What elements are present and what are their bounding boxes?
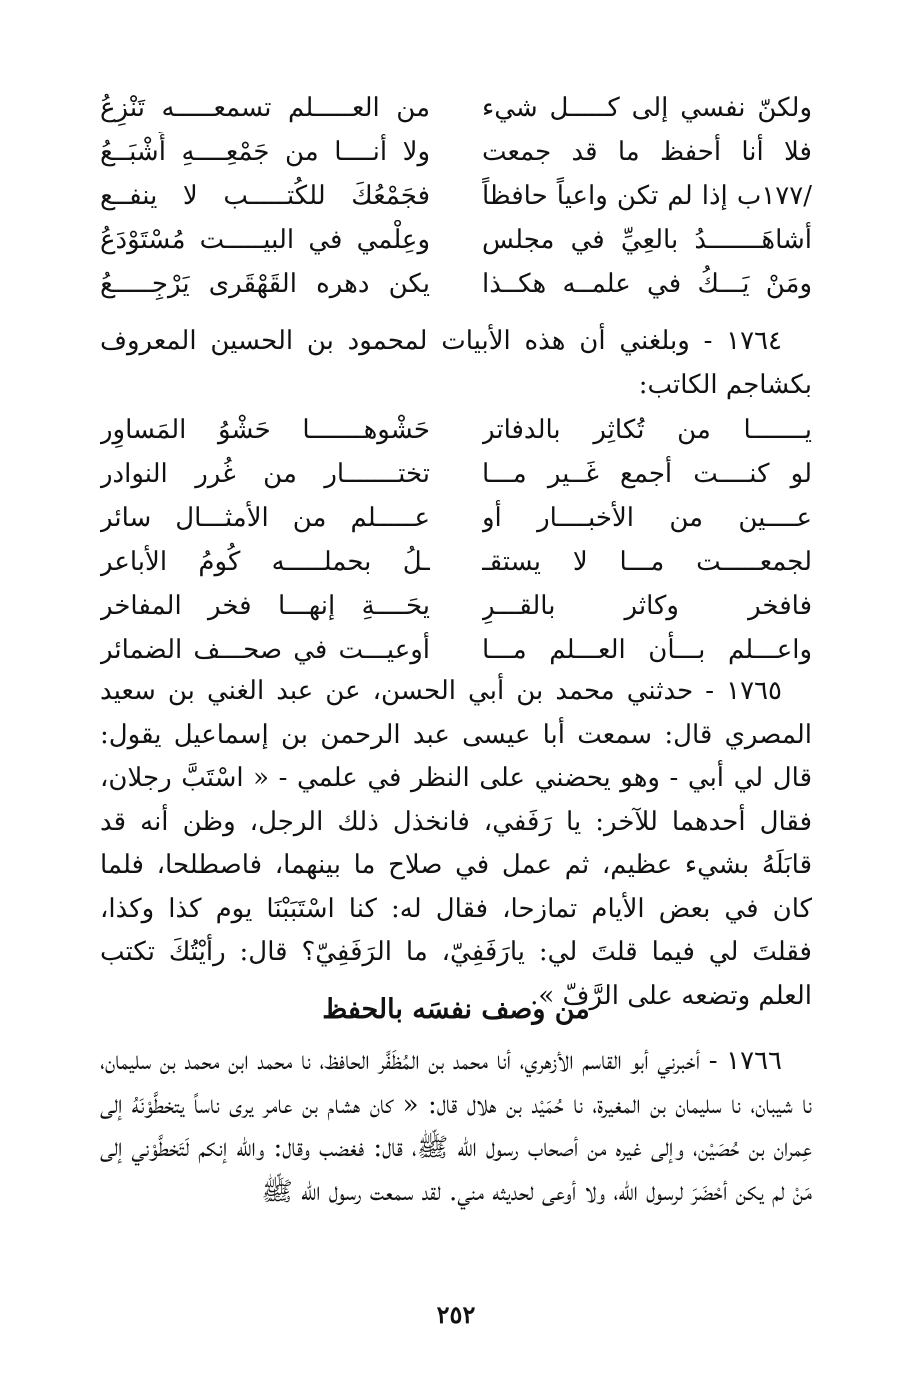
verse — [100, 262, 812, 306]
verse — [100, 540, 812, 584]
verse-first-half: /١٧٧ب إذا لم تكن واعياً حافظاً — [482, 181, 812, 211]
verse-first-half: يـــــــا من تُكاثِر بالدفاتر — [482, 415, 812, 445]
poem-2 — [100, 408, 812, 672]
verse-first-half: ولكنّ نفسي إلى كـــــل شيء — [482, 93, 812, 123]
verse-second-half: وعِلْمي في البيـــــت مُسْتَوْدَعُ — [100, 225, 430, 255]
paragraph-text: ١٧٦٥ - حدثني محمد بن أبي الحسن، عن عبد الغني بن سعيد المصري قال: سمعت أبا عيسى عبد الرحمن بن إسماعيل يقول: قال لي أبي - وهو يحضني على النظر في علمي - « اسْتَبَّ رجلان، فقال أحدهما للآخر: يا رَفَفي، فانخذل ذلك الرجل، وظن أنه قد قابَلَهُ بشيء عظيم، ثم عمل في صلاح ما بينهما، فاصطلحا، فلما كان في بعض الأيام تمازحا، فقال له: كنا اسْتَبَبْنَا يوم كذا وكذا، فقلتَ لي فيما قلتَ لي: يارَفَفِيّ، ما الرَفَفِيّ؟ قال: رأيْتُكَ تكتب العلم وتضعه على الرَّفّ ». — [100, 676, 812, 1011]
paragraph-text: ١٧٦٤ - وبلغني أن هذه الأبيات لمحمود بن الحسين المعروف بكشاجم الكاتب: — [100, 326, 812, 400]
verse — [100, 86, 812, 130]
paragraph-1765 — [100, 670, 812, 1018]
verse-second-half: يكن دهره القَهْقَرى يَرْجِـــــعُ — [100, 269, 430, 299]
verse-second-half: حَشْوهـــــــا حَشْوُ المَساوِر — [100, 415, 430, 445]
verse-second-half: من العـــــلم تسمعـــــه تَنْزِعُ — [100, 93, 430, 123]
paragraph-1766 — [100, 1040, 812, 1214]
verse-first-half: فافخر وكاثر بالقـــرِ — [482, 591, 812, 621]
verse-first-half: واعـــلم بـــأن العـــلم مـــا — [482, 635, 812, 665]
verse-first-half: ومَنْ يَـــكُ في علمــه هكــذا — [482, 269, 812, 299]
verse-second-half: يحَــــةِ إنهـــا فخر المفاخر — [100, 591, 430, 621]
verse — [100, 174, 812, 218]
verse-second-half: فجَمْعُكَ للكُتـــــب لا ينفــع — [100, 181, 430, 211]
verse — [100, 130, 812, 174]
verse-second-half: ولا أنــــا من جَمْعِــــهِ أَشْبَــعُ — [100, 137, 430, 167]
page-number: ٢٥٢ — [436, 1300, 476, 1329]
paragraph-text: ١٧٦٦ - أخبرني أبو القاسم الأزهري، أنا محمد بن المُظَفَّر الحافظ، نا محمد ابن محمد بن سليمان، نا شيبان، نا سليمان بن المغيرة، نا حُمَيْد بن هلال قال: « كان هشام بن عامر يرى ناساً يتخطَّوْنَهُ إلى عِمران بن حُصَيْن، وإلى غيره من أصحاب رسول الله ﷺ، قال: فغضب وقال: والله إنكم لَتَخطَّوْني إلى مَنْ لم يكن أحْضَرَ لرسول الله، ولا أوعى لحديثه مني. لقد سمعت رسول الله ﷺ — [100, 1046, 812, 1207]
verse — [100, 496, 812, 540]
verse — [100, 408, 812, 452]
verse-first-half: لو كنــــت أجمع غَــير مـــا — [482, 459, 812, 489]
verse-first-half: لجمعـــــت مـــا لا يستقـ — [482, 547, 812, 577]
section-heading: من وصف نفسَه بالحفظ — [322, 994, 590, 1025]
verse-second-half: ـلُ بحملـــــه كُومُ الأباعر — [100, 547, 430, 577]
verse — [100, 452, 812, 496]
paragraph-1764 — [100, 320, 812, 407]
verse-second-half: تختـــــــار من غُرر النوادر — [100, 459, 430, 489]
verse-first-half: عــــين من الأخبــــار أو — [482, 503, 812, 533]
verse — [100, 218, 812, 262]
verse — [100, 628, 812, 672]
verse-second-half: عـــــلم من الأمثـــال سائر — [100, 503, 430, 533]
poem-1 — [100, 86, 812, 306]
verse-first-half: فلا أنا أحفظ ما قد جمعت — [482, 137, 812, 167]
verse-second-half: أوعيـــت في صحـــف الضمائر — [100, 635, 430, 665]
verse — [100, 584, 812, 628]
verse-first-half: أشاهَـــــــدُ بالعِيِّ في مجلس — [482, 225, 812, 255]
